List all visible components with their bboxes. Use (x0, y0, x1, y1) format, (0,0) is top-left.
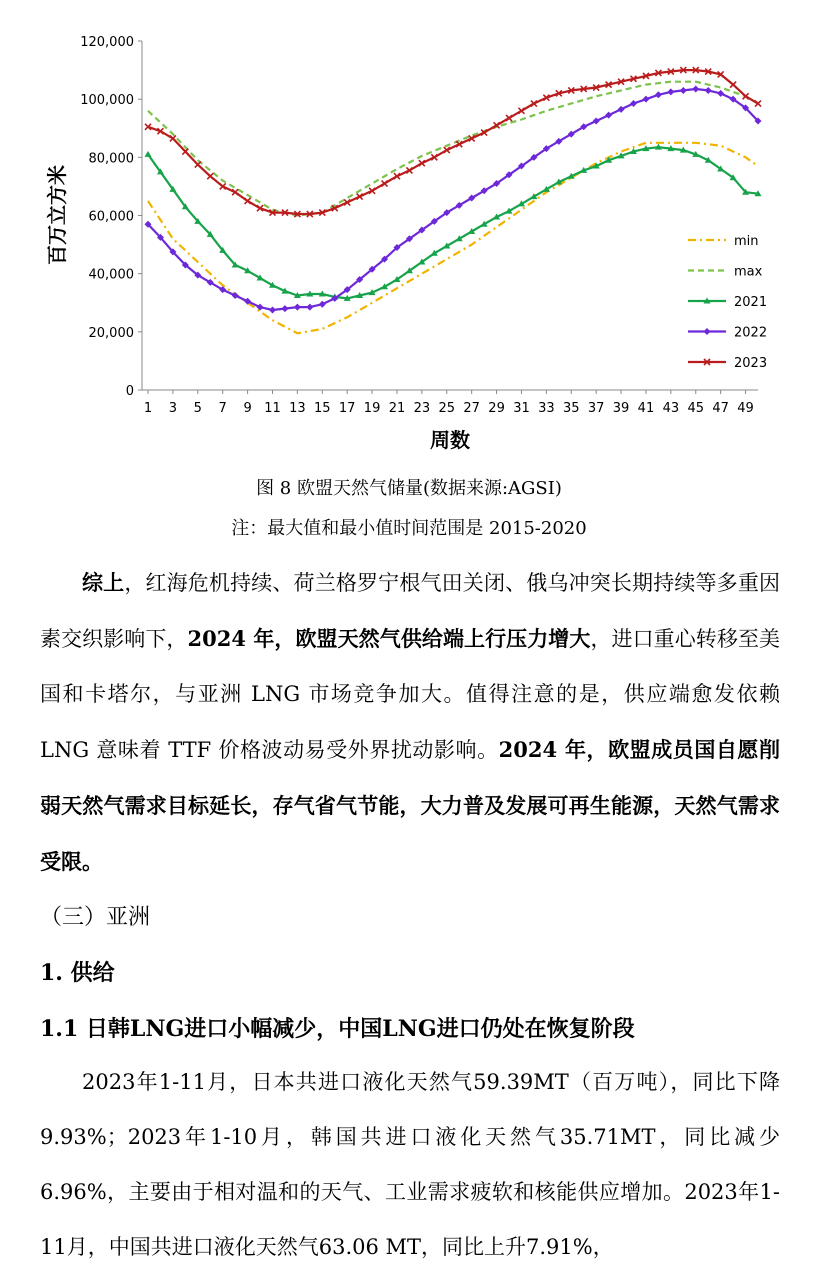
data-point (269, 307, 276, 314)
x-tick-label: 7 (218, 401, 227, 416)
legend-item (688, 326, 767, 341)
x-tick-label: 15 (314, 401, 331, 416)
summary-bold-2: 2024 年，欧盟成员国自愿削弱天然气需求目标延长，存气省气节能，大力普及发展可再生能源，天然气需求受限。 (40, 737, 780, 874)
subsection-heading: 1. 供给 (40, 960, 115, 986)
series-min (148, 143, 758, 333)
data-point (306, 304, 313, 311)
y-tick-label: 40,000 (88, 267, 134, 283)
x-tick-label: 33 (538, 401, 555, 416)
data-point (630, 100, 637, 107)
chart-legend (688, 234, 767, 371)
x-tick-label: 5 (193, 401, 202, 416)
legend-label: 2022 (734, 325, 768, 341)
x-tick-label: 47 (712, 401, 729, 416)
x-tick-label: 1 (143, 401, 153, 416)
chart-series (145, 67, 762, 333)
series-line (148, 147, 758, 298)
y-tick-label: 20,000 (88, 325, 134, 341)
data-point (618, 106, 625, 113)
x-tick-label: 49 (737, 401, 754, 416)
x-tick-label: 39 (612, 401, 630, 416)
chart-axes (80, 35, 758, 416)
x-tick-label: 35 (562, 401, 580, 416)
data-point (680, 87, 687, 94)
data-point (717, 90, 724, 97)
asia-text: 2023年1-11月，日本共进口液化天然气59.39MT（百万吨），同比下降9.93%；2023年1-10月，韩国共进口液化天然气35.71MT，同比减少6.96%，主要由于相对温和的天气、工业需求疲软和核能供应增加。2023年1-11月，中国共进口液化天然气63.06 MT，同比上升7.91%， (40, 1070, 780, 1259)
storage-chart (0, 0, 818, 460)
data-point (281, 305, 288, 312)
x-tick-label: 43 (662, 401, 680, 416)
legend-item (688, 295, 767, 310)
data-point (195, 162, 201, 168)
asia-paragraph (40, 1055, 780, 1275)
x-tick-label: 19 (363, 401, 381, 416)
x-tick-label: 9 (243, 401, 252, 416)
data-point (605, 112, 612, 119)
legend-item (688, 356, 767, 371)
x-tick-label: 21 (388, 401, 406, 416)
data-point (655, 91, 662, 98)
summary-paragraph (40, 555, 780, 890)
x-tick-label: 37 (587, 401, 605, 416)
x-tick-label: 45 (687, 401, 705, 416)
y-tick-label: 80,000 (88, 151, 134, 167)
x-tick-label: 27 (463, 401, 480, 416)
subsubsection-heading: 1.1 日韩LNG进口小幅减少，中国LNG进口仍处在恢复阶段 (40, 1016, 635, 1042)
x-tick-label: 3 (168, 401, 178, 416)
data-point (705, 87, 712, 94)
summary-bold-1: 2024 年，欧盟天然气供给端上行压力增大 (187, 626, 591, 651)
data-point (730, 82, 736, 88)
legend-item (688, 265, 763, 280)
y-tick-label: 120,000 (80, 35, 134, 50)
series-line (148, 143, 758, 333)
series-2021 (145, 144, 762, 301)
data-point (145, 151, 152, 157)
figure-note: 注：最大值和最小值时间范围是 2015-2020 (231, 518, 587, 539)
data-point (642, 96, 649, 103)
legend-label: 2023 (734, 356, 768, 371)
x-tick-label: 25 (438, 401, 456, 416)
data-point (667, 88, 674, 95)
summary-lead: 综上 (82, 570, 125, 595)
data-point (207, 173, 213, 179)
data-point (257, 304, 264, 311)
series-line (148, 89, 758, 310)
x-tick-label: 29 (488, 401, 505, 416)
legend-item (688, 234, 759, 249)
y-tick-label: 60,000 (88, 209, 134, 225)
x-tick-label: 23 (413, 401, 431, 416)
figure-caption: 图 8 欧盟天然气储量(数据来源:AGSI) (256, 478, 562, 499)
legend-label: max (734, 264, 763, 280)
summary-text-1: ，红海危机持续、荷兰格罗宁根气田关闭、俄乌冲突长期持续等多重因素交织影响下， (40, 571, 780, 651)
x-tick-label: 11 (264, 401, 281, 416)
series-line (148, 70, 758, 214)
y-tick-label: 0 (125, 384, 134, 399)
data-point (319, 301, 326, 308)
data-point (593, 117, 600, 124)
x-tick-label: 31 (513, 401, 530, 416)
data-point (294, 304, 301, 311)
x-tick-label: 17 (338, 401, 356, 416)
legend-label: 2021 (734, 295, 768, 310)
data-point (182, 149, 188, 155)
x-tick-label: 13 (289, 401, 306, 416)
legend-label: min (734, 234, 759, 249)
y-tick-label: 100,000 (80, 93, 134, 109)
y-axis-label: 百万立方米 (45, 165, 69, 265)
section-heading: （三）亚洲 (40, 905, 151, 930)
data-point (692, 85, 699, 92)
summary-text-2: ，进口重心转移至美国和卡塔尔，与亚洲 LNG 市场竞争加大。值得注意的是，供应端愈发依赖 LNG 意味着 TTF 价格波动易受外界扰动影响。 (40, 627, 781, 762)
series-2022 (145, 85, 762, 313)
x-axis-label: 周数 (430, 428, 470, 452)
data-point (704, 328, 711, 335)
x-tick-label: 41 (637, 401, 655, 416)
